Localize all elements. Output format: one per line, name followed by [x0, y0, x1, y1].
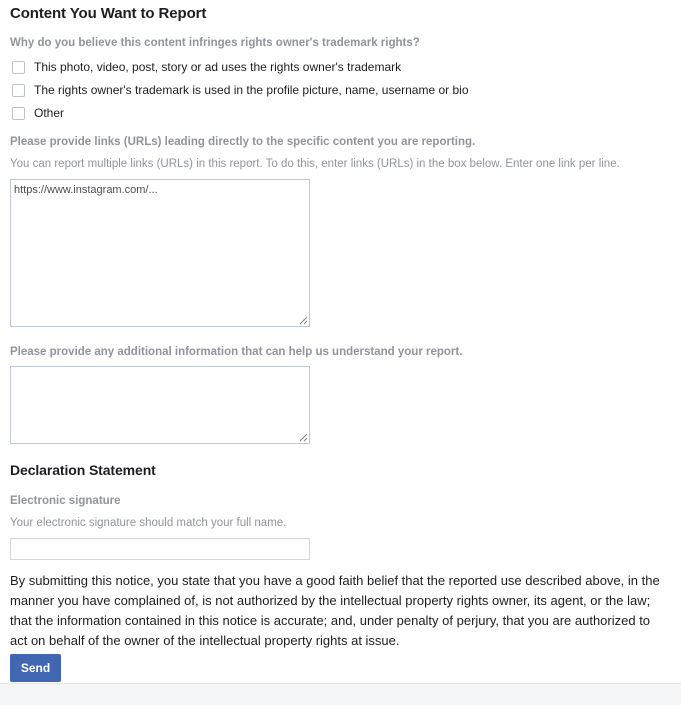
option-other[interactable]	[12, 106, 64, 120]
option-profile-trademark-label: The rights owner's trademark is used in the profile picture, name, username or bio	[34, 83, 469, 97]
content-section-title: Content You Want to Report	[10, 5, 207, 22]
links-textarea-placeholder: https://www.instagram.com/...	[14, 184, 158, 196]
signature-label: Electronic signature	[10, 495, 121, 507]
send-button[interactable]: Send	[10, 654, 61, 682]
option-profile-trademark-checkbox[interactable]	[12, 84, 25, 97]
resize-grip-icon[interactable]	[299, 433, 308, 442]
signature-hint: Your electronic signature should match your full name.	[10, 517, 287, 529]
option-profile-trademark[interactable]	[12, 83, 469, 97]
page-footer	[0, 683, 681, 705]
resize-grip-icon[interactable]	[299, 316, 308, 325]
option-other-checkbox[interactable]	[12, 107, 25, 120]
links-textarea[interactable]	[10, 179, 310, 327]
links-label: Please provide links (URLs) leading directly to the specific content you are reporting.	[10, 136, 476, 148]
links-hint: You can report multiple links (URLs) in this report. To do this, enter links (URLs) in the box below. Enter one link per line.	[10, 158, 620, 170]
additional-info-label: Please provide any additional information that can help us understand your report.	[10, 346, 463, 358]
option-uses-trademark[interactable]	[12, 60, 401, 74]
declaration-section-title: Declaration Statement	[10, 462, 156, 478]
option-uses-trademark-label: This photo, video, post, story or ad uses the rights owner's trademark	[34, 60, 402, 74]
option-other-label: Other	[34, 106, 65, 120]
option-uses-trademark-checkbox[interactable]	[12, 61, 25, 74]
signature-input[interactable]	[10, 538, 310, 560]
trademark-question-label: Why do you believe this content infringes rights owner's trademark rights?	[10, 37, 420, 49]
declaration-statement: By submitting this notice, you state that you have a good faith belief that the reported use described above, in the manner you have complained of, is not authorized by the intellectual property rights owner, its agent, or the law; that the information contained in this notice is accurate; and, under penalty of perjury, that you are authorized to act on behalf of the owner of the intellectual property rights at issue.	[10, 573, 660, 648]
additional-info-textarea[interactable]	[10, 366, 310, 444]
